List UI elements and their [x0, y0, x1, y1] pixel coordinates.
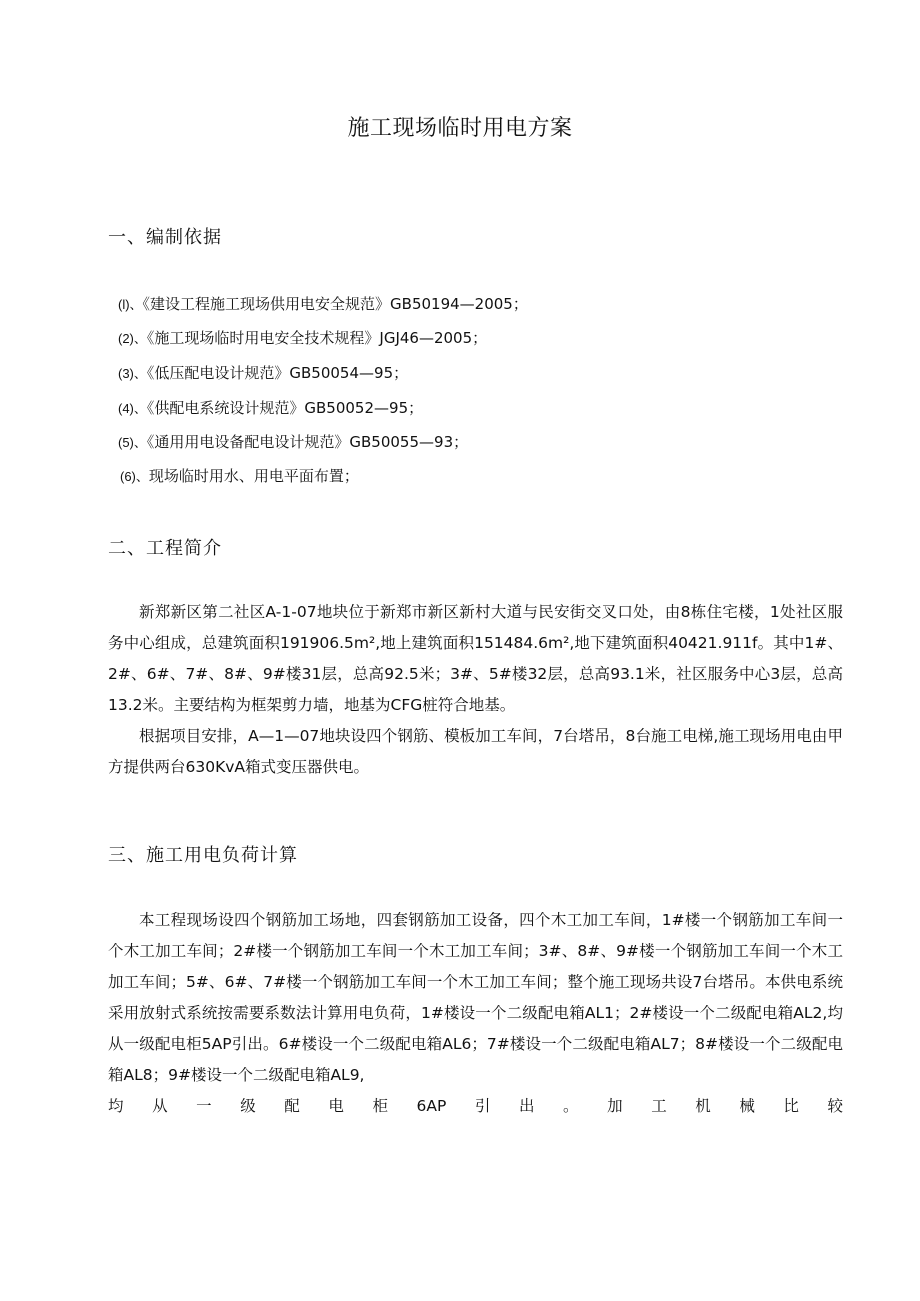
- document-title: 施工现场临时用电方案: [347, 116, 573, 141]
- reference-item: [118, 293, 528, 316]
- reference-text: 《低压配电设计规范》GB50054—95；: [146, 364, 409, 382]
- overview-body: [108, 597, 843, 783]
- reference-text: 《供配电系统设计规范》GB50052—95；: [146, 399, 424, 417]
- reference-item: [120, 465, 359, 488]
- reference-text: 现场临时用水、用电平面布置；: [148, 467, 359, 485]
- reference-number: (l)、: [118, 297, 143, 312]
- reference-number: (3)、: [118, 366, 147, 381]
- reference-item: [118, 327, 487, 350]
- reference-text: 《建设工程施工现场供用电安全规范》GB50194—2005；: [142, 295, 528, 313]
- reference-number: (6)、: [120, 469, 149, 484]
- reference-number: (2)、: [118, 331, 147, 346]
- reference-text: 《通用用电设备配电设计规范》GB50055—93；: [146, 433, 469, 451]
- section-heading-overview: 二、工程简介: [108, 538, 222, 559]
- overview-paragraph: 新郑新区第二社区A-1-07地块位于新郑市新区新村大道与民安街交叉口处，由8栋住宅楼，1处社区服务中心组成，总建筑面积191906.5m²,地上建筑面积151484.6m²,地下建筑面积40421.911f。其中1#、2#、6#、7#、8#、9#楼31层，总高92.5米；3#、5#楼32层，总高93.1米，社区服务中心3层，总高13.2米。主要结构为框架剪力墙，地基为CFG桩符合地基。: [108, 603, 843, 714]
- load-calc-paragraph: 本工程现场设四个钢筋加工场地，四套钢筋加工设备，四个木工加工车间，1#楼一个钢筋加工车间一个木工加工车间；2#楼一个钢筋加工车间一个木工加工车间；3#、8#、9#楼一个钢筋加工车间一个木工加工车间；5#、6#、7#楼一个钢筋加工车间一个木工加工车间；整个施工现场共设7台塔吊。本供电系统采用放射式系统按需要系数法计算用电负荷，1#楼设一个二级配电箱AL1；2#楼设一个二级配电箱AL2,均从一级配电柜5AP引出。6#楼设一个二级配电箱AL6；7#楼设一个二级配电箱AL7；8#楼设一个二级配电箱AL8；9#楼设一个二级配电箱AL9,: [108, 911, 843, 1084]
- overview-paragraph: 根据项目安排，A—1—07地块设四个钢筋、模板加工车间，7台塔吊，8台施工电梯,施工现场用电由甲方提供两台630KvA箱式变压器供电。: [108, 727, 843, 776]
- reference-number: (5)、: [118, 435, 147, 450]
- load-calc-body: [108, 905, 843, 1122]
- load-calc-paragraph-tail: 均从一级配电柜6AP引出。加工机械比较: [108, 1097, 843, 1115]
- reference-item: [118, 431, 468, 454]
- reference-text: 《施工现场临时用电安全技术规程》JGJ46—2005；: [146, 329, 488, 347]
- reference-item: [118, 362, 408, 385]
- section-heading-basis: 一、编制依据: [108, 227, 222, 248]
- section-heading-load-calc: 三、施工用电负荷计算: [108, 845, 298, 866]
- reference-number: (4)、: [118, 401, 147, 416]
- reference-item: [118, 397, 423, 420]
